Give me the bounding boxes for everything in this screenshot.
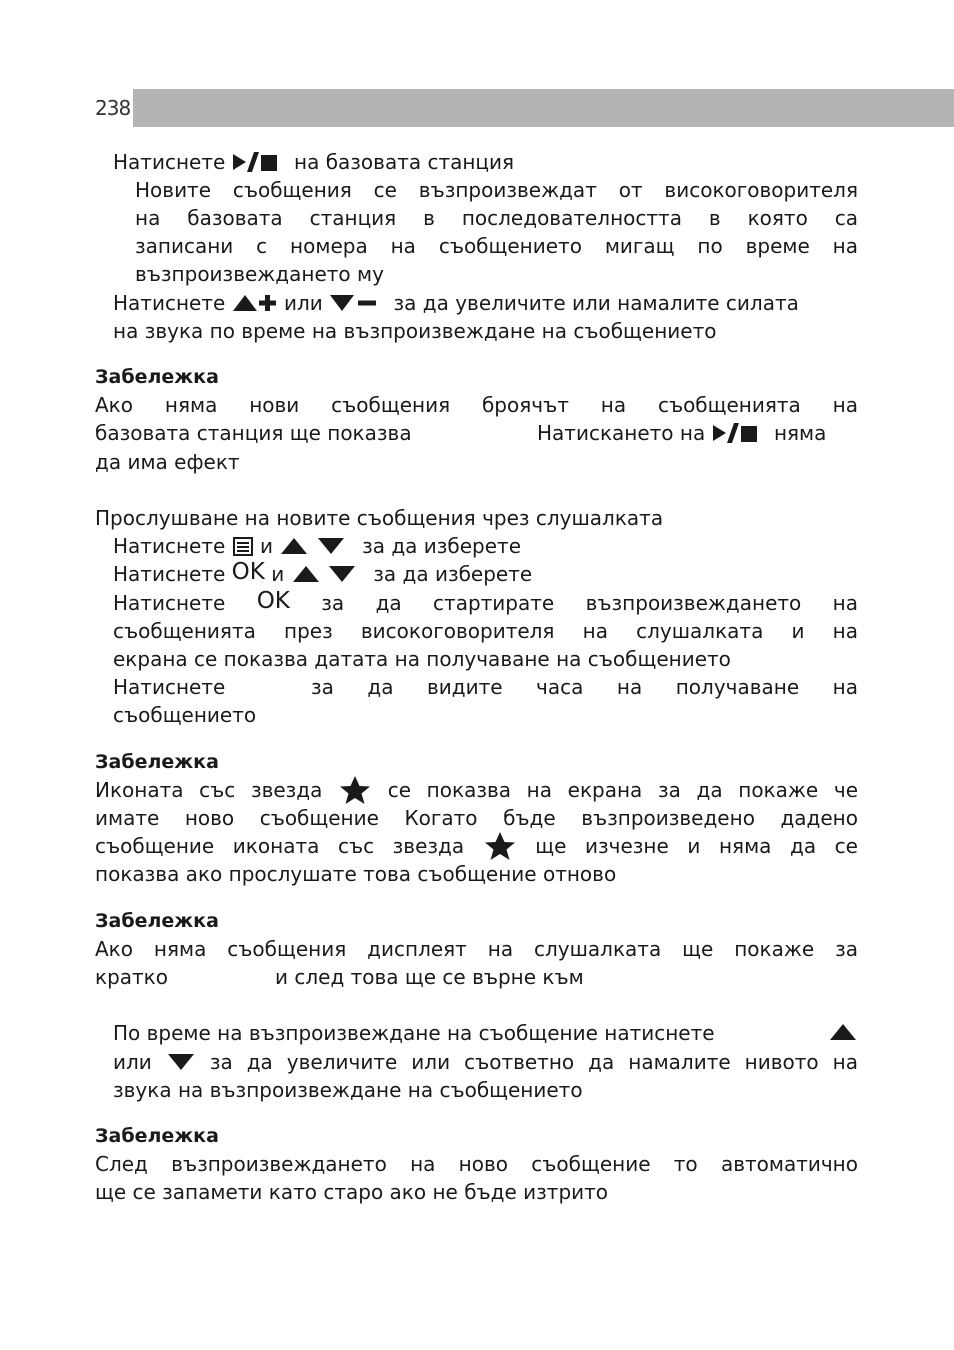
paragraph-line: екрана се показва датата на получаване на съобщението bbox=[113, 647, 731, 671]
up-plus-icon bbox=[232, 293, 278, 313]
play-stop-icon bbox=[712, 423, 768, 443]
note1-line2: базовата станция ще показва Натискането на няма bbox=[95, 421, 827, 445]
menu-icon bbox=[232, 536, 254, 556]
play-stop-icon bbox=[232, 152, 288, 172]
paragraph-line: записани с номера на съобщението мигащ по време на bbox=[135, 234, 858, 258]
paragraph-line: Новите съобщения се възпроизвеждат от високоговорителя bbox=[135, 178, 858, 202]
note-heading: Забележка bbox=[95, 910, 219, 932]
paragraph-line: показва ако прослушате това съобщение отново bbox=[95, 862, 617, 886]
instruction-volume: Натиснете или за да увеличите или намалите силата bbox=[113, 291, 799, 315]
note-heading: Забележка bbox=[95, 751, 219, 773]
ok-key-label: OK bbox=[256, 588, 290, 614]
paragraph-line: на базовата станция в последователността в която са bbox=[135, 206, 858, 230]
instruction-menu: Натиснете и за да изберете bbox=[113, 534, 521, 558]
note2-line3: съобщение иконата със звезда ще изчезне и няма да се bbox=[95, 832, 858, 863]
paragraph-line: ще се запамети като старо ако не бъде изтрито bbox=[95, 1180, 609, 1204]
instruction-play: Натиснете на базовата станция bbox=[113, 150, 515, 174]
paragraph-line: съобщенията през високоговорителя на слушалката и на bbox=[113, 619, 858, 643]
note-heading: Забележка bbox=[95, 366, 219, 388]
down-arrow-icon bbox=[316, 536, 346, 556]
paragraph-line: След възпроизвеждането на ново съобщение то автоматично bbox=[95, 1152, 858, 1176]
header-bar bbox=[133, 89, 954, 127]
section3-line2: или за да увеличите или съответно да намалите нивото на bbox=[113, 1050, 858, 1074]
star-icon bbox=[483, 831, 517, 861]
paragraph-line: Ако няма нови съобщения броячът на съобщенията на bbox=[95, 393, 858, 417]
page-header bbox=[95, 89, 954, 127]
paragraph-line: звука на възпроизвеждане на съобщението bbox=[113, 1078, 583, 1102]
paragraph-line: на звука по време на възпроизвеждане на съобщението bbox=[113, 319, 717, 343]
up-arrow-icon bbox=[291, 564, 321, 584]
up-arrow-icon bbox=[279, 536, 309, 556]
down-arrow-icon bbox=[166, 1052, 196, 1072]
instruction-playback-volume: По време на възпроизвеждане на съобщение натиснете bbox=[113, 1019, 858, 1047]
paragraph-line: възпроизвеждането му bbox=[135, 262, 384, 286]
star-icon bbox=[338, 775, 372, 805]
ok-key-label: OK bbox=[231, 559, 265, 585]
instruction-time: Натиснете за да видите часа на получаване на bbox=[113, 675, 858, 699]
page-number: 238 bbox=[95, 96, 131, 120]
paragraph-line: Ако няма съобщения дисплеят на слушалката ще покаже за bbox=[95, 937, 858, 961]
note-heading: Забележка bbox=[95, 1125, 219, 1147]
instruction-ok-select: Натиснете OK и за да изберете bbox=[113, 559, 533, 586]
up-arrow-icon bbox=[828, 1022, 858, 1042]
down-arrow-icon bbox=[327, 564, 357, 584]
instruction-ok-start: Натиснете OK за да стартирате възпроизвеждането на bbox=[113, 588, 859, 615]
note3-line2: кратко и след това ще се върне към bbox=[95, 965, 584, 989]
paragraph-line: имате ново съобщение Когато бъде възпроизведено дадено bbox=[95, 806, 858, 830]
note2-line1: Иконата със звезда се показва на екрана за да покаже че bbox=[95, 776, 858, 807]
paragraph-line: да има ефект bbox=[95, 450, 240, 474]
section-heading: Прослушване на новите съобщения чрез слушалката bbox=[95, 506, 664, 530]
paragraph-line: съобщението bbox=[113, 703, 257, 727]
down-minus-icon bbox=[329, 293, 379, 313]
